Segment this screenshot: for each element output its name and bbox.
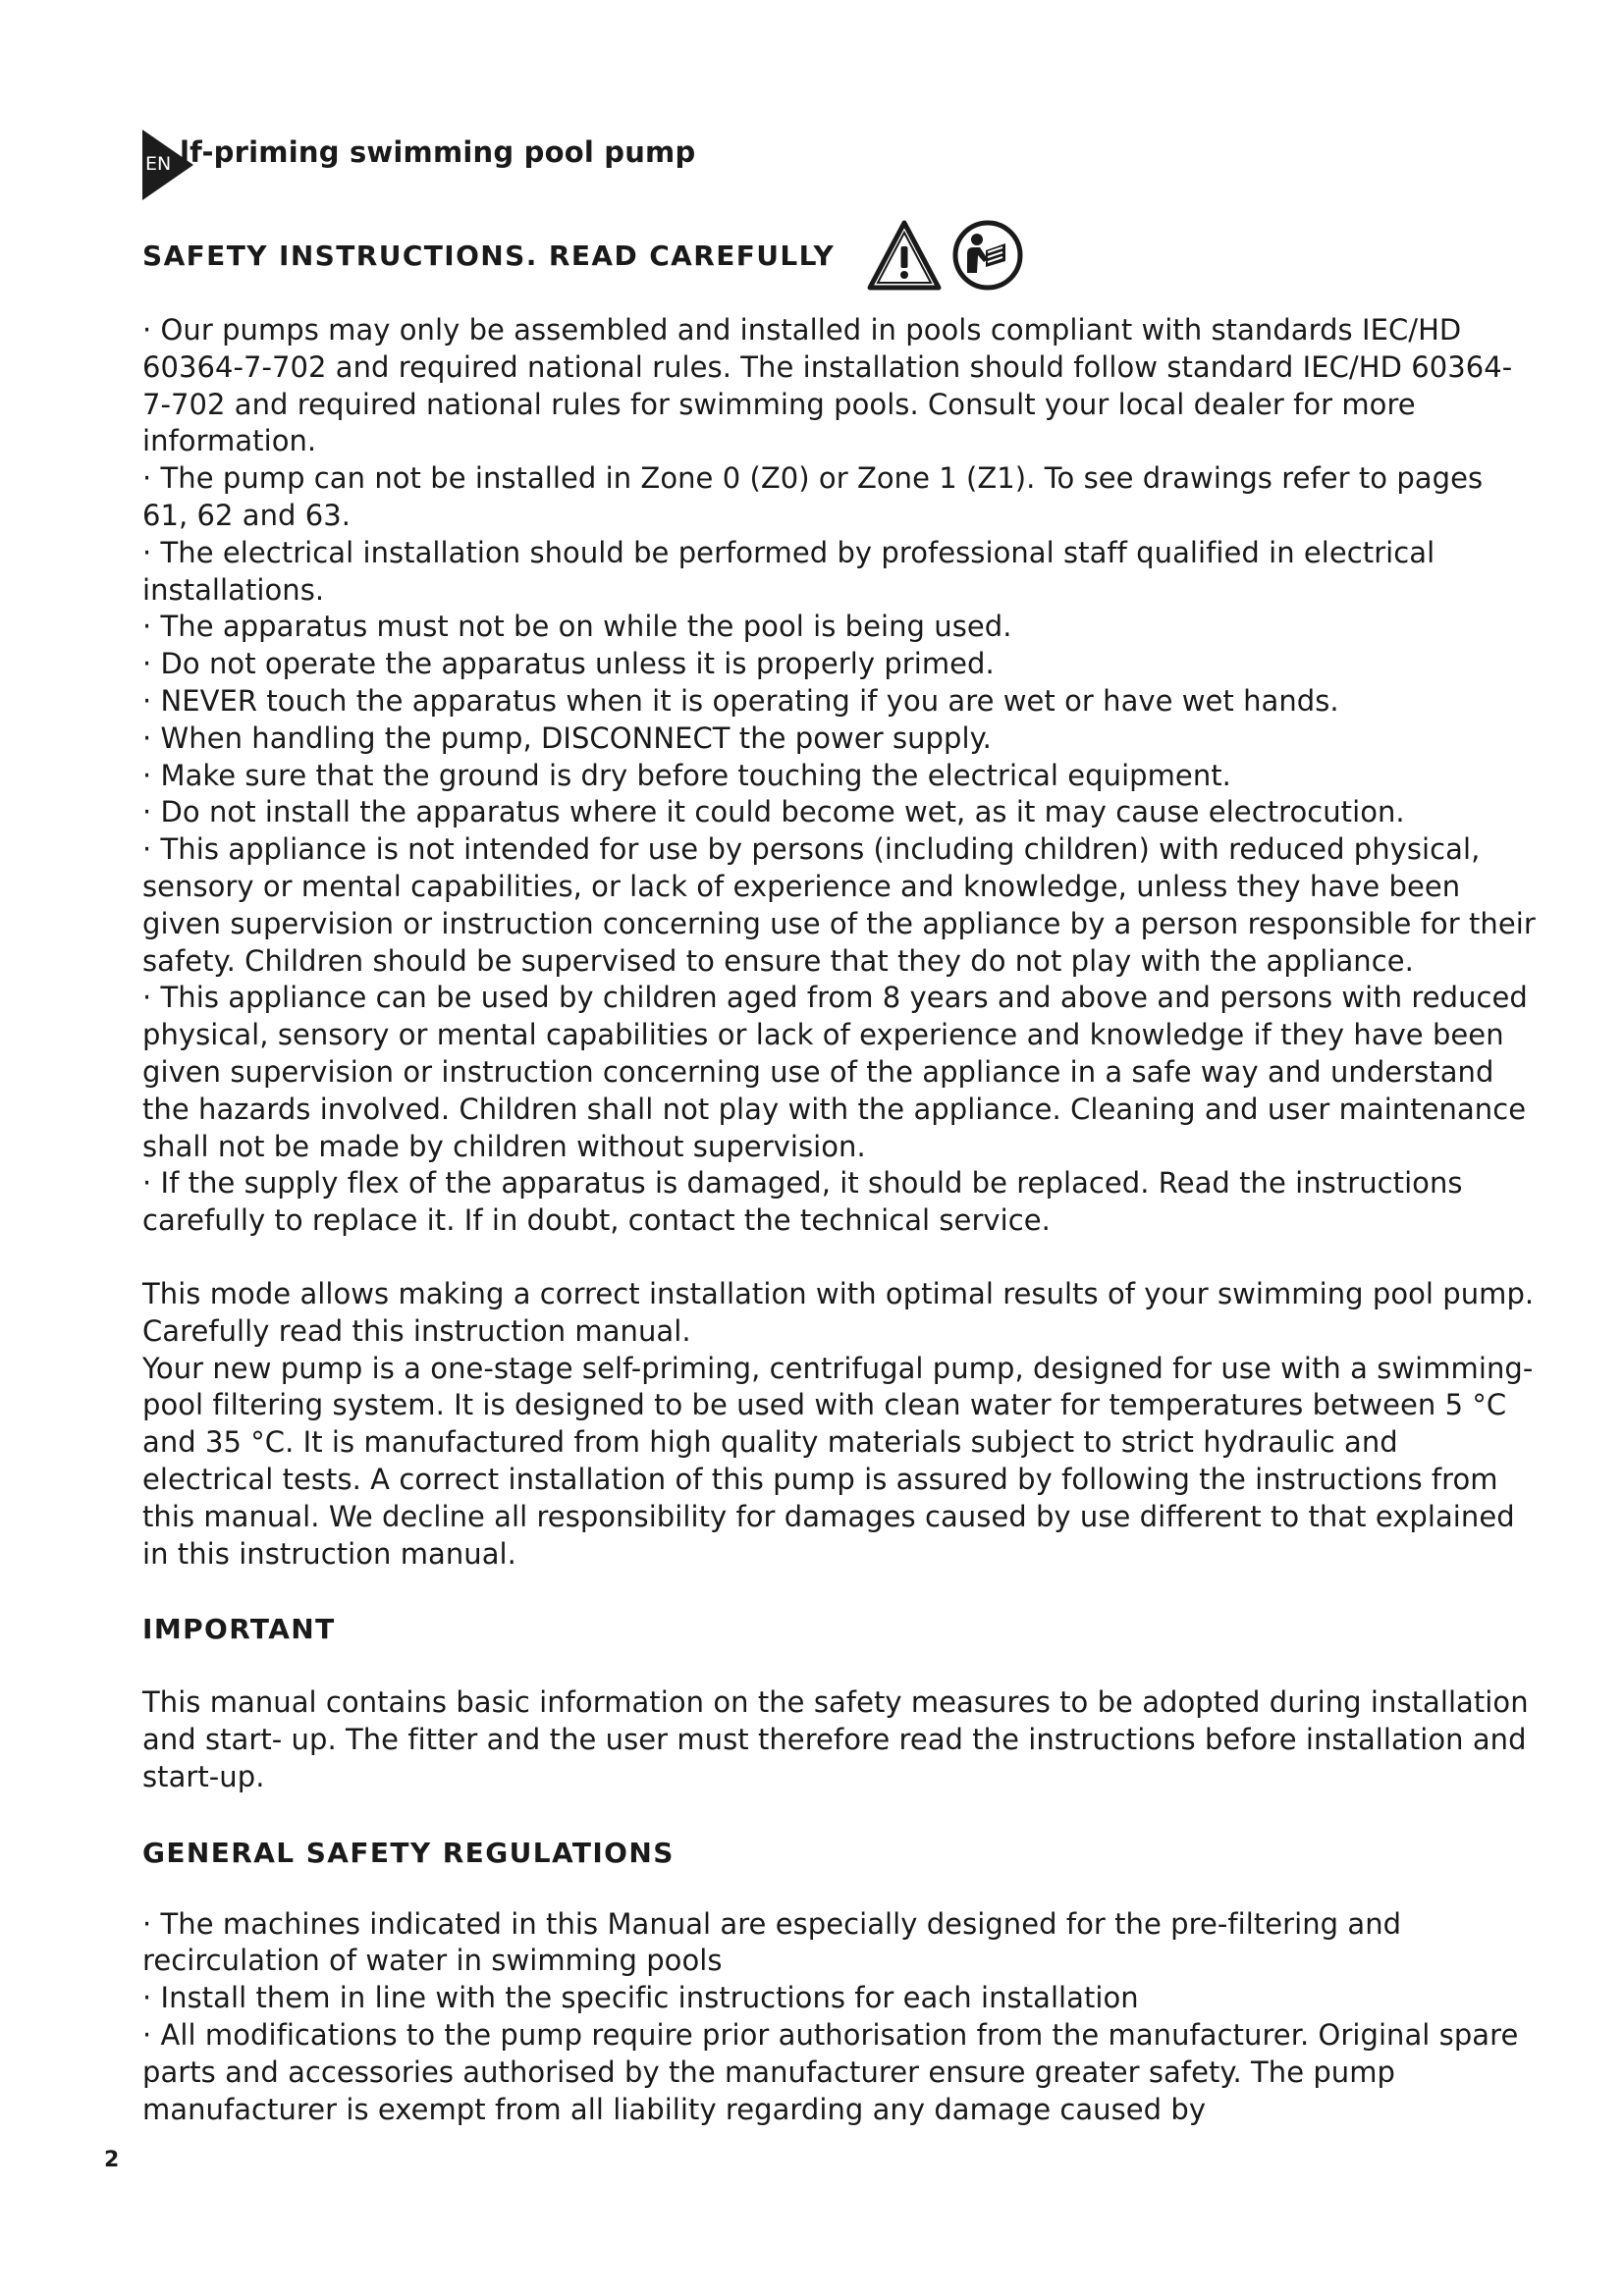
safety-bullet: · NEVER touch the apparatus when it is operating if you are wet or have wet hands. [142, 683, 1339, 718]
safety-heading: SAFETY INSTRUCTIONS. READ CAREFULLY [142, 239, 836, 272]
intro-paragraph: This mode allows making a correct installation with optimal results of your swimming pool pump. Carefully read this instruction manual. [142, 1276, 1535, 1348]
safety-bullet: · Make sure that the ground is dry before touching the electrical equipment. [142, 758, 1231, 792]
safety-bullet: · The electrical installation should be performed by professional staff qualified in electrical installations. [142, 535, 1435, 607]
safety-bullet-list [142, 312, 1537, 1240]
important-paragraph: This manual contains basic information on the safety measures to be adopted during installation and start- up. The fitter and the user must therefore read the instructions before installation and start-up. [142, 1685, 1529, 1793]
safety-bullet: · The apparatus must not be on while the pool is being used. [142, 610, 1012, 644]
document-title: lf-priming swimming pool pump [180, 135, 696, 169]
page-number: 2 [104, 2148, 120, 2172]
title-row [142, 130, 1537, 204]
safety-bullet: · When handling the pump, DISCONNECT the power supply. [142, 721, 992, 755]
safety-bullet: · Do not operate the apparatus unless it is properly primed. [142, 647, 995, 681]
general-bullet: · The machines indicated in this Manual are especially designed for the pre-filtering and recirculation of water in swimming pools [142, 1906, 1402, 1978]
general-bullet: · Install them in line with the specific instructions for each installation [142, 1981, 1139, 2015]
general-bullet-list [142, 1906, 1537, 2129]
safety-bullet: · The pump can not be installed in Zone 0 (Z0) or Zone 1 (Z1). To see drawings refer to pages 61, 62 and 63. [142, 461, 1484, 532]
read-manual-icon [950, 218, 1025, 293]
intro-paragraph: Your new pump is a one-stage self-priming, centrifugal pump, designed for use with a swimming-pool filtering system. It is designed to be used with clean water for temperatures between 5 °C and 35 °C. It is manufactured from high quality materials subject to strict hydraulic and electrical tests. A correct installation of this pump is assured by following the instructions from this manual. We decline all responsibility for damages caused by use different to that explained in this instruction manual. [142, 1351, 1534, 1571]
safety-bullet: · Do not install the apparatus where it could become wet, as it may cause electrocution. [142, 795, 1405, 829]
important-heading: IMPORTANT [142, 1613, 336, 1646]
general-bullet: · All modifications to the pump require prior authorisation from the manufacturer. Original spare parts and accessories authorised by the manufacturer ensure greater safety. The pump manufacturer is exempt from all liability regarding any damage caused by [142, 2018, 1519, 2126]
safety-bullet: · If the supply flex of the apparatus is damaged, it should be replaced. Read the instructions carefully to replace it. If in doubt, contact the technical service. [142, 1166, 1463, 1238]
warning-triangle-icon [866, 219, 943, 292]
language-tag: EN [145, 153, 172, 175]
spacer [142, 1240, 1537, 1276]
general-safety-heading: GENERAL SAFETY REGULATIONS [142, 1836, 675, 1869]
safety-heading-row [142, 198, 1537, 312]
safety-icons [866, 218, 1025, 293]
manual-page [142, 130, 1537, 2128]
safety-bullet: · Our pumps may only be assembled and installed in pools compliant with standards IEC/HD 60364-7-702 and required national rules. The installation should follow standard IEC/HD 60364-7-702 and required national rules for swimming pools. Consult your local dealer for more information. [142, 313, 1513, 458]
safety-bullet: · This appliance can be used by children aged from 8 years and above and persons with reduced physical, sensory or mental capabilities or lack of experience and knowledge if they have been given supervision or instruction concerning use of the appliance in a safe way and understand the hazards involved. Children shall not play with the appliance. Cleaning and user maintenance shall not be made by children without supervision. [142, 981, 1528, 1163]
safety-bullet: · This appliance is not intended for use by persons (including children) with reduced physical, sensory or mental capabilities, or lack of experience and knowledge, unless they have been given supervision or instruction concerning use of the appliance by a person responsible for their safety. Children should be supervised to ensure that they do not play with the appliance. [142, 832, 1536, 978]
